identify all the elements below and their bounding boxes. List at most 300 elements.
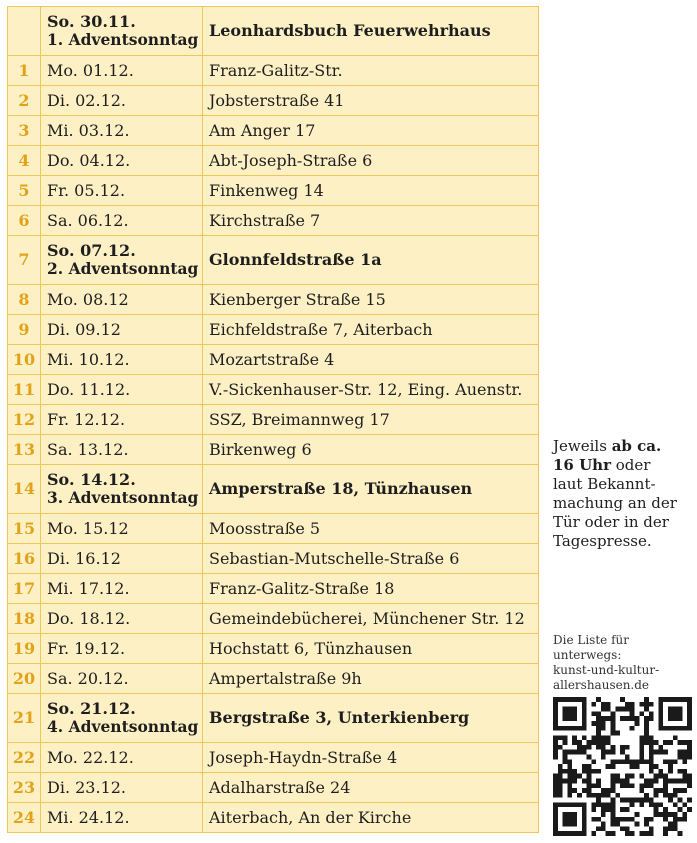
qr-module (558, 831, 563, 836)
qr-module (567, 822, 572, 827)
qr-module (639, 735, 644, 740)
qr-module (630, 716, 635, 721)
qr-module (644, 831, 649, 836)
qr-module (563, 812, 568, 817)
qr-module (682, 759, 687, 764)
qr-module (649, 759, 654, 764)
location-cell: Am Anger 17 (203, 116, 539, 146)
qr-module (601, 740, 606, 745)
time-note-line: laut Bekannt- (553, 475, 656, 493)
qr-module (563, 822, 568, 827)
qr-module (553, 788, 558, 793)
qr-module (649, 769, 654, 774)
qr-module (625, 774, 630, 779)
qr-module (577, 726, 582, 731)
qr-module (687, 755, 692, 760)
qr-module (673, 697, 678, 702)
qr-module (611, 750, 616, 755)
qr-module (654, 812, 659, 817)
qr-module (582, 702, 587, 707)
qr-module (558, 745, 563, 750)
qr-module (663, 759, 668, 764)
date-text: Mo. 22.12. (47, 747, 134, 767)
qr-module (611, 759, 616, 764)
qr-module (644, 735, 649, 740)
location-cell: Franz-Galitz-Straße 18 (203, 574, 539, 604)
day-number: 7 (8, 236, 41, 285)
qr-module (606, 702, 611, 707)
qr-module (658, 697, 663, 702)
qr-module (663, 817, 668, 822)
qr-module (553, 812, 558, 817)
qr-module (625, 702, 630, 707)
qr-module (668, 778, 673, 783)
schedule-row (8, 604, 539, 634)
qr-module (577, 793, 582, 798)
qr-module (596, 740, 601, 745)
advent-sunday-label: 4. Adventsonntag (47, 717, 199, 736)
date-cell (41, 206, 203, 236)
qr-module (591, 769, 596, 774)
date-text: So. 07.12. (47, 241, 136, 260)
qr-module (553, 793, 558, 798)
time-note-line (553, 456, 695, 475)
day-number: 24 (8, 803, 41, 833)
list-note-line: kunst-und-kultur- (553, 663, 660, 677)
qr-module (639, 755, 644, 760)
qr-module (654, 774, 659, 779)
date-cell (41, 176, 203, 206)
qr-module (658, 788, 663, 793)
qr-module (553, 697, 558, 702)
qr-module (567, 707, 572, 712)
qr-module (673, 822, 678, 827)
qr-module (567, 759, 572, 764)
qr-module (553, 822, 558, 827)
qr-module (582, 812, 587, 817)
qr-module (649, 740, 654, 745)
qr-module (634, 716, 639, 721)
qr-module (582, 726, 587, 731)
schedule-row (8, 285, 539, 315)
qr-module (572, 831, 577, 836)
qr-module (577, 774, 582, 779)
time-note-bold: 16 Uhr (553, 456, 611, 474)
qr-module (572, 817, 577, 822)
qr-module (673, 802, 678, 807)
location-cell: SSZ, Breimannweg 17 (203, 405, 539, 435)
qr-module (639, 831, 644, 836)
qr-module (673, 778, 678, 783)
date-cell (41, 345, 203, 375)
schedule-row (8, 176, 539, 206)
qr-module (649, 817, 654, 822)
qr-module (649, 711, 654, 716)
qr-module (649, 755, 654, 760)
qr-module (596, 778, 601, 783)
time-note-line (553, 437, 695, 456)
qr-module (639, 783, 644, 788)
date-cell (41, 465, 203, 514)
qr-module (567, 778, 572, 783)
qr-module (620, 697, 625, 702)
qr-module (678, 798, 683, 803)
qr-module (553, 774, 558, 779)
qr-module (615, 759, 620, 764)
qr-module (582, 745, 587, 750)
qr-module (639, 802, 644, 807)
qr-module (644, 783, 649, 788)
qr-module (606, 807, 611, 812)
qr-module (606, 802, 611, 807)
location-cell: Franz-Galitz-Str. (203, 56, 539, 86)
qr-module (596, 697, 601, 702)
qr-module (634, 721, 639, 726)
qr-module (591, 711, 596, 716)
list-note-line: allershausen.de (553, 678, 650, 692)
qr-module (563, 778, 568, 783)
qr-module (558, 793, 563, 798)
qr-module (558, 788, 563, 793)
qr-module (582, 764, 587, 769)
qr-module (611, 764, 616, 769)
qr-module (658, 726, 663, 731)
qr-module (630, 802, 635, 807)
day-number: 17 (8, 574, 41, 604)
qr-module (687, 807, 692, 812)
qr-module (620, 745, 625, 750)
qr-module (654, 788, 659, 793)
location-cell: Finkenweg 14 (203, 176, 539, 206)
qr-module (687, 750, 692, 755)
day-number: 10 (8, 345, 41, 375)
advent-sunday-label: 2. Adventsonntag (47, 259, 199, 278)
qr-module (678, 831, 683, 836)
date-cell (41, 664, 203, 694)
date-text: Do. 11.12. (47, 379, 131, 399)
day-number: 16 (8, 544, 41, 574)
qr-module (620, 750, 625, 755)
qr-module (563, 769, 568, 774)
qr-module (577, 740, 582, 745)
qr-module (663, 697, 668, 702)
location-cell: Sebastian-Mutschelle-Straße 6 (203, 544, 539, 574)
qr-module (663, 774, 668, 779)
qr-module (572, 697, 577, 702)
time-note-line: Tagespresse. (553, 532, 652, 550)
qr-module (639, 788, 644, 793)
qr-module (658, 774, 663, 779)
qr-module (596, 769, 601, 774)
qr-module (591, 721, 596, 726)
qr-module (572, 735, 577, 740)
qr-module (644, 716, 649, 721)
qr-module (611, 721, 616, 726)
qr-module (587, 745, 592, 750)
qr-module (572, 769, 577, 774)
qr-module (687, 774, 692, 779)
qr-module (611, 802, 616, 807)
qr-module (611, 726, 616, 731)
qr-module (620, 716, 625, 721)
schedule-row (8, 574, 539, 604)
date-text: So. 21.12. (47, 699, 136, 718)
qr-module (644, 822, 649, 827)
day-number: 5 (8, 176, 41, 206)
date-text: Mo. 15.12 (47, 518, 129, 538)
date-cell (41, 694, 203, 743)
date-text: Fr. 19.12. (47, 638, 126, 658)
qr-module (639, 740, 644, 745)
date-cell (41, 544, 203, 574)
qr-module (678, 769, 683, 774)
schedule-row (8, 315, 539, 345)
day-number: 8 (8, 285, 41, 315)
location-cell: Gemeindebücherei, Münchener Str. 12 (203, 604, 539, 634)
schedule-row (8, 236, 539, 285)
qr-module (611, 711, 616, 716)
schedule-row (8, 803, 539, 833)
day-number: 4 (8, 146, 41, 176)
qr-module (596, 711, 601, 716)
qr-module (611, 731, 616, 736)
qr-module (630, 831, 635, 836)
date-text: Sa. 06.12. (47, 210, 129, 230)
date-cell (41, 773, 203, 803)
schedule-row (8, 375, 539, 405)
qr-module (563, 755, 568, 760)
time-note-text: Jeweils (553, 437, 607, 455)
qr-module (611, 716, 616, 721)
qr-module (678, 755, 683, 760)
qr-module (687, 697, 692, 702)
day-number: 18 (8, 604, 41, 634)
qr-module (582, 788, 587, 793)
qr-module (601, 807, 606, 812)
schedule-rows (8, 7, 539, 833)
qr-module (682, 750, 687, 755)
qr-module (668, 793, 673, 798)
qr-module (615, 817, 620, 822)
qr-module (639, 759, 644, 764)
qr-module (644, 778, 649, 783)
qr-module (558, 783, 563, 788)
qr-module (673, 793, 678, 798)
list-note (553, 633, 695, 693)
qr-module (572, 716, 577, 721)
qr-module (558, 778, 563, 783)
qr-module (644, 707, 649, 712)
qr-module (553, 807, 558, 812)
day-number: 14 (8, 465, 41, 514)
qr-module (649, 798, 654, 803)
schedule-row (8, 465, 539, 514)
qr-module (553, 716, 558, 721)
qr-module (673, 711, 678, 716)
schedule-row (8, 116, 539, 146)
qr-module (587, 778, 592, 783)
date-cell (41, 803, 203, 833)
qr-module (682, 740, 687, 745)
qr-module (582, 750, 587, 755)
qr-module (649, 702, 654, 707)
date-cell (41, 7, 203, 56)
qr-module (625, 755, 630, 760)
qr-module (654, 750, 659, 755)
qr-module (615, 822, 620, 827)
schedule-row (8, 86, 539, 116)
schedule-row (8, 634, 539, 664)
qr-module (601, 788, 606, 793)
qr-module (553, 745, 558, 750)
location-cell: Moosstraße 5 (203, 514, 539, 544)
qr-module (558, 697, 563, 702)
qr-module (582, 769, 587, 774)
qr-module (620, 817, 625, 822)
date-text: Mi. 03.12. (47, 120, 130, 140)
qr-module (644, 817, 649, 822)
qr-module (611, 817, 616, 822)
qr-module (567, 750, 572, 755)
qr-module (582, 735, 587, 740)
day-number: 6 (8, 206, 41, 236)
qr-module (553, 721, 558, 726)
qr-module (678, 711, 683, 716)
qr-module (591, 817, 596, 822)
qr-module (630, 774, 635, 779)
qr-module (611, 745, 616, 750)
qr-module (582, 711, 587, 716)
qr-module (582, 721, 587, 726)
qr-module (668, 711, 673, 716)
qr-module (620, 826, 625, 831)
day-number: 9 (8, 315, 41, 345)
qr-module (678, 707, 683, 712)
date-text: Di. 09.12 (47, 319, 121, 339)
qr-module (687, 716, 692, 721)
qr-module (572, 707, 577, 712)
qr-module (553, 707, 558, 712)
qr-module (596, 826, 601, 831)
qr-module (663, 750, 668, 755)
day-number: 20 (8, 664, 41, 694)
qr-module (639, 798, 644, 803)
date-text: Mo. 01.12. (47, 60, 134, 80)
qr-module (606, 740, 611, 745)
qr-module (582, 778, 587, 783)
qr-module (687, 783, 692, 788)
qr-module (582, 826, 587, 831)
time-note (553, 437, 695, 551)
qr-module (567, 812, 572, 817)
qr-module (572, 750, 577, 755)
qr-module (654, 764, 659, 769)
day-number: 1 (8, 56, 41, 86)
qr-module (630, 711, 635, 716)
qr-module (687, 711, 692, 716)
qr-module (668, 812, 673, 817)
schedule-row (8, 544, 539, 574)
qr-module (673, 788, 678, 793)
qr-module (567, 716, 572, 721)
qr-module (668, 716, 673, 721)
qr-module (658, 711, 663, 716)
qr-code-icon[interactable] (553, 697, 692, 836)
schedule-row (8, 743, 539, 773)
qr-module (601, 745, 606, 750)
qr-module (567, 802, 572, 807)
qr-module (663, 812, 668, 817)
date-cell (41, 285, 203, 315)
qr-module (563, 831, 568, 836)
date-cell (41, 604, 203, 634)
qr-module (553, 735, 558, 740)
qr-module (668, 759, 673, 764)
qr-module (634, 759, 639, 764)
date-text: Di. 02.12. (47, 90, 127, 110)
date-text: Di. 23.12. (47, 777, 127, 797)
date-text: Fr. 12.12. (47, 409, 126, 429)
qr-module (620, 778, 625, 783)
qr-module (601, 716, 606, 721)
qr-module (668, 764, 673, 769)
qr-module (553, 817, 558, 822)
qr-module (668, 826, 673, 831)
qr-module (649, 745, 654, 750)
qr-module (567, 774, 572, 779)
location-cell: Jobsterstraße 41 (203, 86, 539, 116)
qr-module (601, 755, 606, 760)
qr-module (606, 793, 611, 798)
qr-module (682, 788, 687, 793)
qr-code-graphic (553, 697, 692, 836)
qr-module (625, 826, 630, 831)
qr-module (591, 802, 596, 807)
qr-module (572, 774, 577, 779)
qr-module (611, 812, 616, 817)
qr-module (678, 697, 683, 702)
location-cell: Glonnfeldstraße 1a (203, 236, 539, 285)
qr-module (663, 826, 668, 831)
qr-module (567, 697, 572, 702)
advent-sunday-label: 1. Adventsonntag (47, 30, 199, 49)
qr-module (582, 802, 587, 807)
qr-module (587, 764, 592, 769)
date-cell (41, 574, 203, 604)
qr-module (601, 735, 606, 740)
qr-module (558, 735, 563, 740)
qr-module (649, 764, 654, 769)
qr-module (658, 745, 663, 750)
qr-module (606, 735, 611, 740)
date-cell (41, 514, 203, 544)
qr-module (668, 697, 673, 702)
qr-module (625, 759, 630, 764)
schedule-table (7, 6, 539, 833)
qr-module (682, 817, 687, 822)
qr-module (572, 802, 577, 807)
qr-module (563, 726, 568, 731)
qr-module (601, 802, 606, 807)
qr-module (596, 783, 601, 788)
qr-module (601, 826, 606, 831)
qr-module (678, 740, 683, 745)
qr-module (644, 759, 649, 764)
qr-module (678, 716, 683, 721)
qr-module (606, 788, 611, 793)
qr-module (567, 769, 572, 774)
qr-module (644, 702, 649, 707)
